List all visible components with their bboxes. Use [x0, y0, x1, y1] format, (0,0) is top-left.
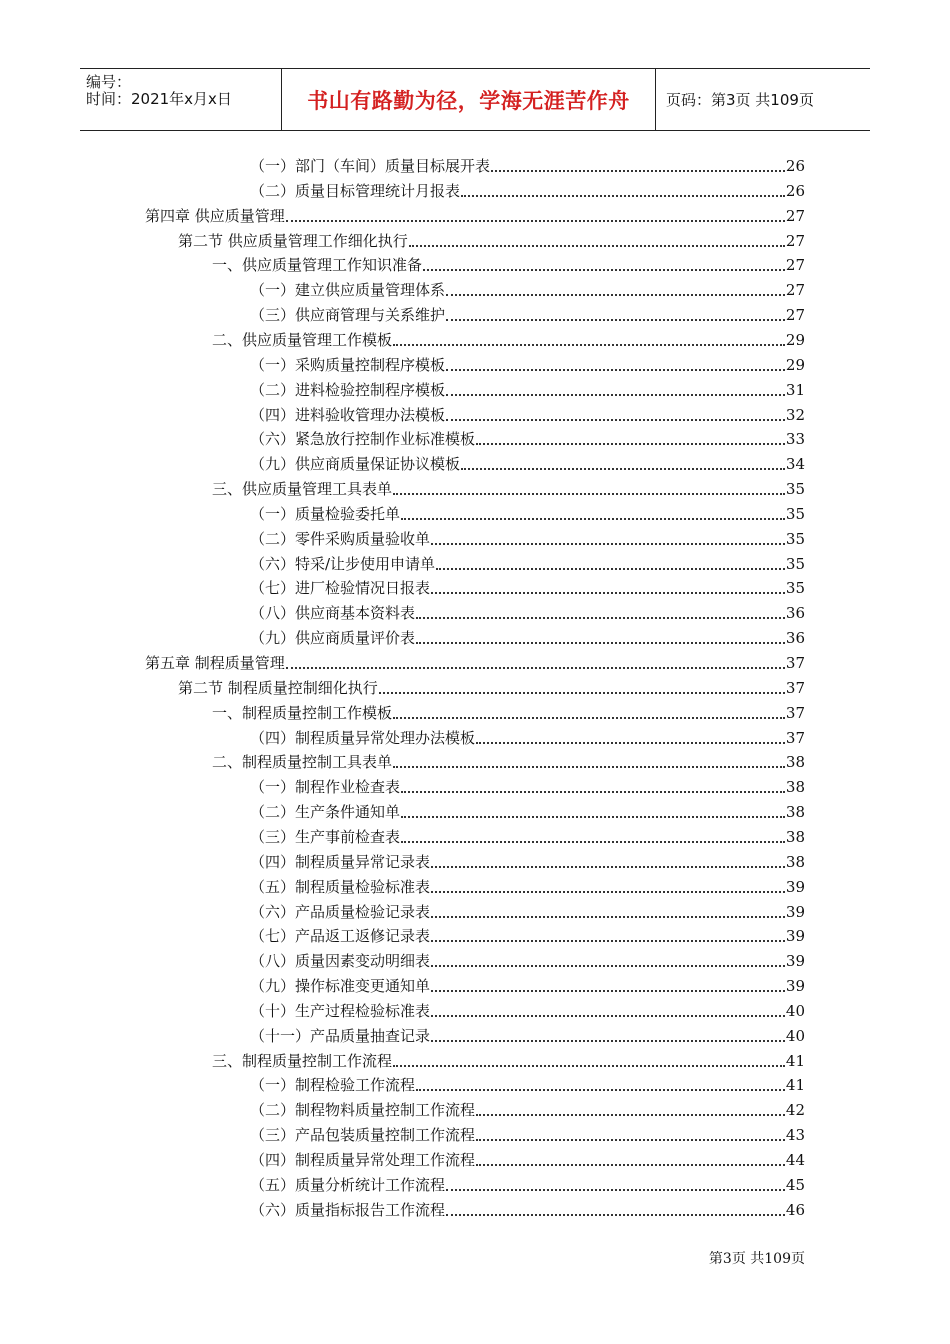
toc-entry-page: 35	[785, 529, 805, 548]
toc-entry-title: （二）制程物料质量控制工作流程	[250, 1101, 476, 1120]
toc-entry[interactable]	[250, 627, 805, 649]
toc-entry-title: 一、供应质量管理工作知识准备	[212, 256, 423, 275]
toc-dot-leader	[401, 841, 785, 843]
toc-entry-page: 37	[785, 678, 805, 697]
toc-entry-title: （三）生产事前检查表	[250, 827, 401, 846]
header-info-cell	[80, 69, 282, 130]
toc-entry[interactable]	[250, 950, 805, 972]
toc-entry[interactable]	[212, 702, 805, 724]
toc-dot-leader	[431, 1015, 785, 1017]
toc-entry[interactable]	[250, 453, 805, 475]
toc-entry-title: 三、制程质量控制工作流程	[212, 1051, 393, 1070]
toc-entry[interactable]	[250, 428, 805, 450]
toc-entry-page: 26	[785, 157, 805, 175]
toc-entry-page: 27	[785, 281, 805, 300]
header-slogan-cell	[282, 69, 656, 130]
toc-entry-page: 36	[785, 629, 805, 648]
toc-entry-page: 26	[785, 181, 805, 200]
toc-dot-leader	[476, 443, 785, 445]
header-page-number: 页码：第3页 共109页	[666, 91, 814, 109]
toc-entry-title: （一）质量检验委托单	[250, 504, 401, 523]
toc-entry[interactable]	[250, 379, 805, 401]
toc-dot-leader	[409, 245, 785, 247]
toc-dot-leader	[476, 1139, 785, 1141]
toc-entry[interactable]	[250, 1099, 805, 1121]
toc-entry-title: （三）供应商管理与关系维护	[250, 306, 446, 325]
toc-entry-title: （六）特采/让步使用申请单	[250, 554, 436, 573]
toc-entry-title: 二、供应质量管理工作模板	[212, 330, 393, 349]
toc-dot-leader	[446, 1189, 785, 1191]
toc-entry[interactable]	[178, 677, 805, 699]
header-page-cell	[656, 69, 870, 130]
toc-entry-page: 32	[785, 405, 805, 424]
slogan-text: 书山有路勤为径，学海无涯苦作舟	[307, 88, 630, 113]
toc-entry-page: 35	[785, 579, 805, 598]
toc-entry[interactable]	[250, 528, 805, 550]
toc-entry-title: （一）制程检验工作流程	[250, 1076, 416, 1095]
toc-entry[interactable]	[250, 577, 805, 599]
toc-entry-title: （一）建立供应质量管理体系	[250, 281, 446, 300]
toc-dot-leader	[416, 617, 785, 619]
toc-entry-title: 三、供应质量管理工具表单	[212, 480, 393, 499]
toc-dot-leader	[461, 468, 785, 470]
toc-entry-page: 37	[785, 654, 805, 672]
toc-entry-page: 36	[785, 604, 805, 623]
toc-dot-leader	[476, 1164, 785, 1166]
toc-dot-leader	[446, 394, 785, 396]
toc-entry-title: （六）产品质量检验记录表	[250, 902, 431, 921]
toc-entry-page: 37	[785, 703, 805, 722]
toc-entry-page: 39	[785, 927, 805, 946]
toc-dot-leader	[286, 667, 785, 669]
toc-dot-leader	[431, 866, 785, 868]
toc-dot-leader	[446, 294, 785, 296]
toc-entry[interactable]	[250, 404, 805, 426]
toc-dot-leader	[446, 1214, 785, 1216]
toc-entry-page: 40	[785, 1026, 805, 1045]
toc-entry[interactable]	[178, 230, 805, 252]
toc-dot-leader	[446, 319, 785, 321]
toc-entry-title: （四）制程质量异常处理办法模板	[250, 728, 476, 747]
toc-entry-page: 45	[785, 1175, 805, 1194]
toc-entry[interactable]	[250, 901, 805, 923]
toc-entry-title: 第二节 供应质量管理工作细化执行	[178, 231, 408, 250]
toc-entry[interactable]	[250, 553, 805, 575]
toc-dot-leader	[446, 419, 785, 421]
toc-entry[interactable]	[250, 975, 805, 997]
toc-entry-title: （十）生产过程检验标准表	[250, 1001, 431, 1020]
toc-dot-leader	[476, 742, 785, 744]
toc-entry-title: （三）产品包装质量控制工作流程	[250, 1126, 476, 1145]
toc-entry-title: （九）供应商质量评价表	[250, 629, 416, 648]
toc-entry[interactable]	[212, 254, 805, 276]
toc-entry[interactable]	[212, 1050, 805, 1072]
toc-entry[interactable]	[250, 304, 805, 326]
toc-entry-page: 42	[785, 1101, 805, 1120]
toc-entry[interactable]	[250, 1149, 805, 1171]
toc-entry-page: 43	[785, 1126, 805, 1145]
toc-entry[interactable]	[250, 876, 805, 898]
toc-entry-title: 二、制程质量控制工具表单	[212, 753, 393, 772]
toc-entry[interactable]	[250, 1000, 805, 1022]
toc-entry-page: 35	[785, 554, 805, 573]
toc-dot-leader	[431, 916, 785, 918]
toc-entry-page: 38	[785, 753, 805, 772]
toc-entry-page: 39	[785, 877, 805, 896]
toc-entry[interactable]	[250, 727, 805, 749]
toc-dot-leader	[401, 791, 785, 793]
toc-entry-title: 一、制程质量控制工作模板	[212, 703, 393, 722]
toc-entry-title: （七）进厂检验情况日报表	[250, 579, 431, 598]
toc-dot-leader	[393, 766, 785, 768]
toc-entry-page: 44	[785, 1151, 805, 1169]
toc-entry-title: （七）产品返工返修记录表	[250, 927, 431, 946]
toc-entry-title: （九）操作标准变更通知单	[250, 977, 431, 996]
toc-entry[interactable]	[250, 851, 805, 873]
toc-entry-page: 40	[785, 1001, 805, 1020]
toc-entry-title: （八）质量因素变动明细表	[250, 952, 431, 971]
document-date-label: 时间：2021年x月x日	[86, 90, 232, 108]
toc-entry-title: （六）质量指标报告工作流程	[250, 1200, 446, 1219]
toc-entry-title: （十一）产品质量抽查记录	[250, 1026, 431, 1045]
toc-dot-leader	[393, 493, 785, 495]
toc-entry-page: 27	[785, 231, 805, 250]
toc-dot-leader	[431, 592, 785, 594]
toc-dot-leader	[446, 369, 785, 371]
toc-entry[interactable]	[250, 503, 805, 525]
document-number-label: 编号：	[86, 73, 132, 91]
toc-entry[interactable]	[145, 205, 805, 227]
toc-entry[interactable]	[145, 652, 805, 674]
toc-dot-leader	[436, 568, 785, 570]
toc-entry[interactable]	[250, 602, 805, 624]
toc-entry-page: 41	[785, 1051, 805, 1070]
toc-entry[interactable]	[250, 354, 805, 376]
toc-entry-page: 41	[785, 1076, 805, 1095]
toc-entry-title: （四）制程质量异常处理工作流程	[250, 1151, 476, 1169]
toc-entry-title: （五）制程质量检验标准表	[250, 877, 431, 896]
toc-entry[interactable]	[250, 1074, 805, 1096]
toc-dot-leader	[431, 940, 785, 942]
toc-entry-title: （二）进料检验控制程序模板	[250, 380, 446, 399]
toc-entry[interactable]	[250, 279, 805, 301]
toc-entry-title: （二）生产条件通知单	[250, 803, 401, 822]
toc-entry-page: 39	[785, 902, 805, 921]
toc-dot-leader	[393, 1065, 785, 1067]
toc-entry-page: 27	[785, 256, 805, 275]
toc-entry-page: 38	[785, 778, 805, 797]
toc-dot-leader	[491, 170, 785, 172]
toc-entry[interactable]	[250, 1199, 805, 1221]
toc-dot-leader	[461, 195, 785, 197]
toc-entry-title: （八）供应商基本资料表	[250, 604, 416, 623]
toc-dot-leader	[431, 1040, 785, 1042]
footer-page-number: 第3页 共109页	[708, 1251, 805, 1267]
toc-entry-page: 35	[785, 480, 805, 499]
toc-entry-page: 31	[785, 380, 805, 399]
toc-dot-leader	[401, 816, 785, 818]
toc-entry-page: 34	[785, 455, 805, 474]
toc-entry-title: （二）质量目标管理统计月报表	[250, 181, 461, 200]
toc-dot-leader	[393, 717, 785, 719]
toc-entry-page: 29	[785, 330, 805, 349]
toc-entry-title: 第五章 制程质量管理	[145, 654, 285, 672]
toc-dot-leader	[393, 344, 785, 346]
page-header	[80, 68, 870, 131]
toc-entry-page: 33	[785, 430, 805, 449]
toc-entry[interactable]	[250, 1174, 805, 1196]
toc-entry[interactable]	[250, 155, 805, 177]
toc-entry[interactable]	[250, 180, 805, 202]
toc-entry-page: 46	[785, 1200, 805, 1219]
toc-entry-page: 38	[785, 827, 805, 846]
toc-entry-page: 27	[785, 206, 805, 225]
toc-entry-title: （四）制程质量异常记录表	[250, 852, 431, 871]
toc-entry-title: （二）零件采购质量验收单	[250, 529, 431, 548]
toc-entry[interactable]	[212, 478, 805, 500]
toc-entry-page: 39	[785, 977, 805, 996]
toc-entry-page: 39	[785, 952, 805, 971]
toc-entry[interactable]	[250, 801, 805, 823]
toc-entry[interactable]	[212, 751, 805, 773]
toc-dot-leader	[431, 965, 785, 967]
toc-dot-leader	[379, 692, 785, 694]
toc-entry-title: （四）进料验收管理办法模板	[250, 405, 446, 424]
toc-dot-leader	[416, 1089, 785, 1091]
page-footer	[0, 1248, 805, 1268]
toc-entry-page: 29	[785, 355, 805, 374]
toc-entry-title: （一）制程作业检查表	[250, 778, 401, 797]
toc-entry[interactable]	[250, 826, 805, 848]
toc-dot-leader	[431, 543, 785, 545]
toc-dot-leader	[431, 990, 785, 992]
toc-entry[interactable]	[212, 329, 805, 351]
toc-entry-title: （五）质量分析统计工作流程	[250, 1175, 446, 1194]
toc-entry[interactable]	[250, 925, 805, 947]
toc-entry-page: 35	[785, 504, 805, 523]
toc-entry[interactable]	[250, 776, 805, 798]
toc-dot-leader	[476, 1114, 785, 1116]
toc-entry[interactable]	[250, 1124, 805, 1146]
toc-dot-leader	[431, 891, 785, 893]
toc-entry-page: 38	[785, 803, 805, 822]
toc-entry-page: 27	[785, 306, 805, 325]
toc-dot-leader	[401, 518, 785, 520]
toc-entry-title: 第四章 供应质量管理	[145, 206, 285, 225]
toc-dot-leader	[286, 220, 785, 222]
toc-entry-title: （九）供应商质量保证协议模板	[250, 455, 461, 474]
toc-dot-leader	[423, 269, 785, 271]
toc-entry[interactable]	[250, 1025, 805, 1047]
toc-entry-title: （一）采购质量控制程序模板	[250, 355, 446, 374]
toc-dot-leader	[416, 642, 785, 644]
toc-entry-title: （一）部门（车间）质量目标展开表	[250, 157, 491, 175]
toc-entry-title: （六）紧急放行控制作业标准模板	[250, 430, 476, 449]
toc-entry-page: 38	[785, 852, 805, 871]
toc-entry-page: 37	[785, 728, 805, 747]
toc-entry-title: 第二节 制程质量控制细化执行	[178, 678, 378, 697]
